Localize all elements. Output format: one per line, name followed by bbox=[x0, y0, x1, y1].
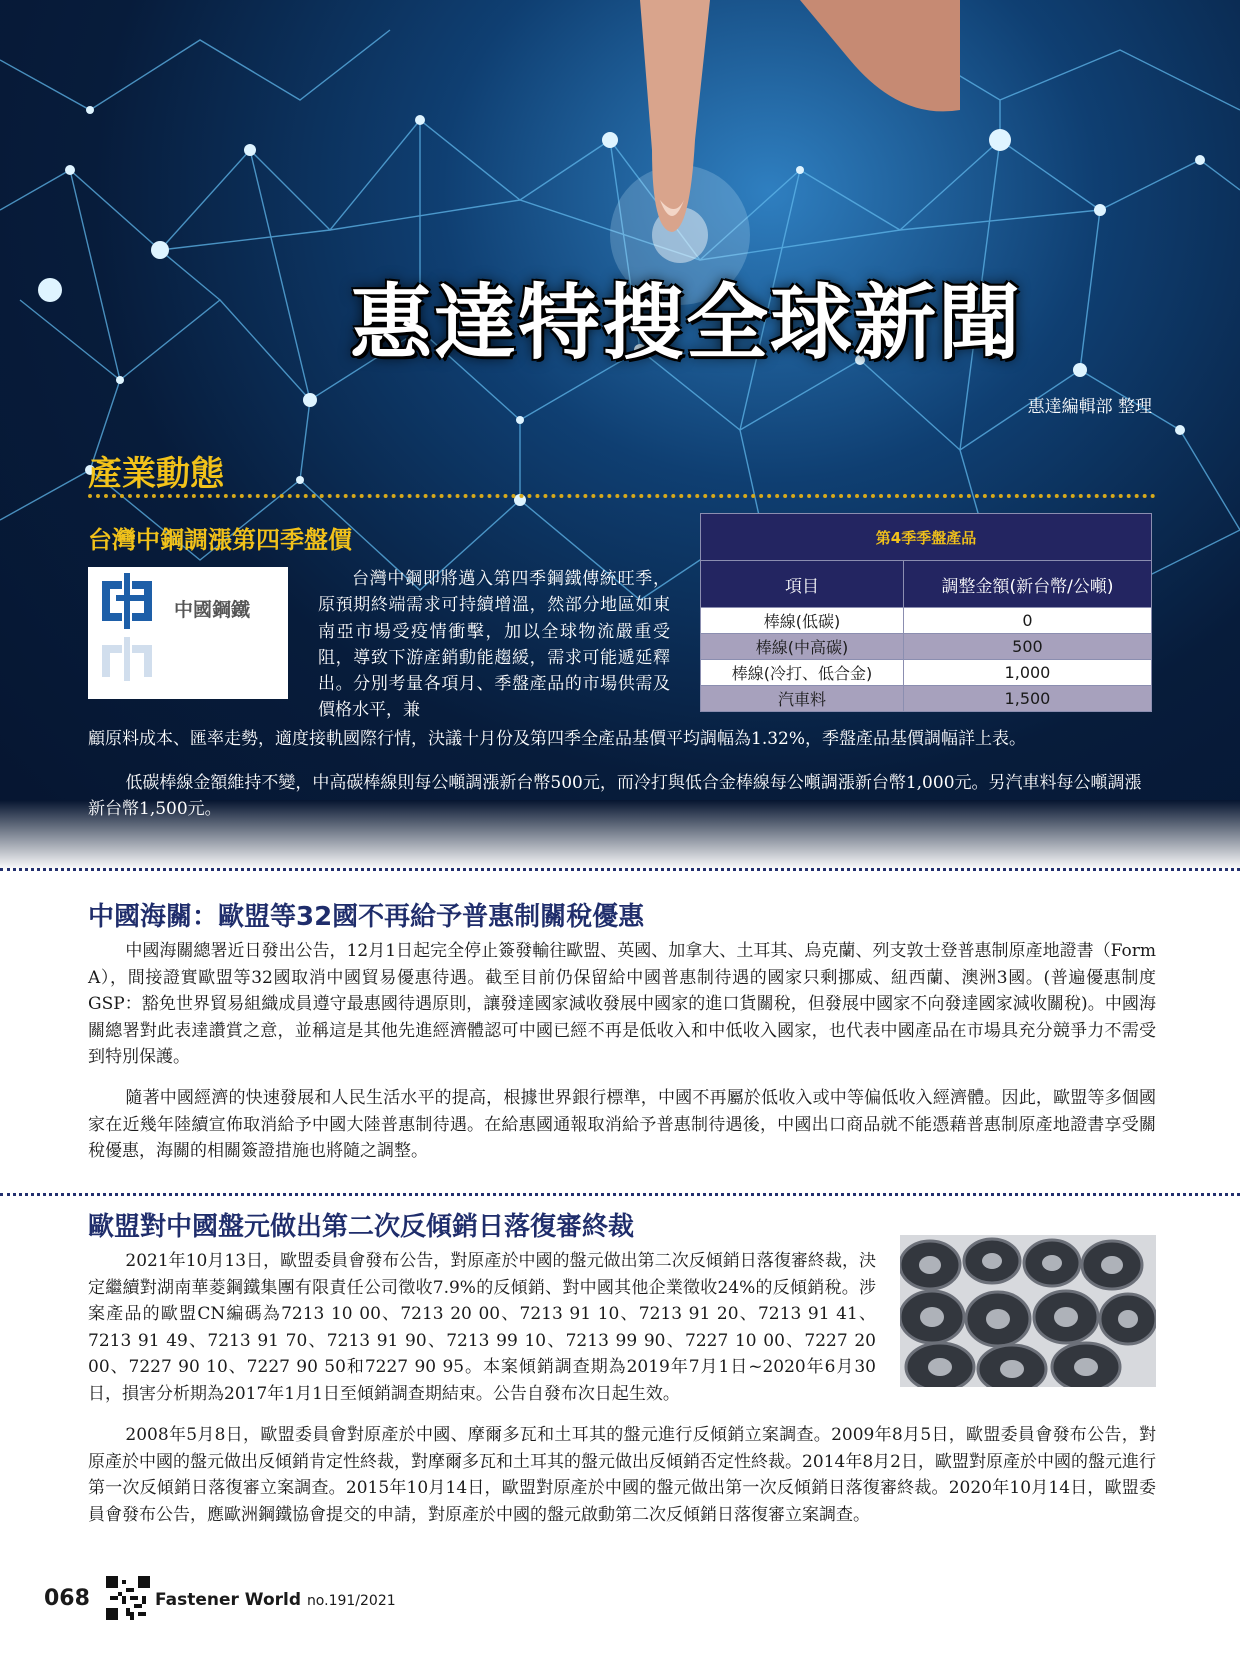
page-number: 068 bbox=[44, 1586, 90, 1611]
article1-paragraph-2: 低碳棒線金額維持不變，中高碳棒線則每公噸調漲新台幣500元，而冷打與低合金棒線每公噸調漲新台幣1,000元。另汽車料每公噸調漲新台幣1,500元。 bbox=[88, 773, 1142, 819]
table-cell-item: 棒線(中高碳) bbox=[701, 634, 904, 660]
qr-code-icon[interactable] bbox=[106, 1576, 150, 1620]
table-caption: 第4季季盤產品 bbox=[701, 514, 1152, 561]
price-table bbox=[700, 513, 1152, 712]
issue-number: no.191/2021 bbox=[306, 1593, 396, 1609]
logo-text: 中國鋼鐵 bbox=[174, 599, 251, 621]
article3-heading: 歐盟對中國盤元做出第二次反傾銷日落復審終裁 bbox=[88, 1212, 635, 1242]
csc-logo bbox=[88, 567, 288, 699]
table-row bbox=[701, 660, 1152, 686]
table-cell-amount: 0 bbox=[903, 608, 1151, 634]
table-row bbox=[701, 686, 1152, 712]
table-cell-amount: 500 bbox=[903, 634, 1151, 660]
csc-logo-icon bbox=[88, 567, 288, 699]
table-cell-item: 棒線(低碳) bbox=[701, 608, 904, 634]
article1-paragraph: 台灣中鋼即將邁入第四季鋼鐵傳統旺季，原預期終端需求可持續增溫，然部分地區如東南亞市場受疫情衝擊，加以全球物流嚴重受阻，導致下游產銷動能趨緩，需求可能遞延釋出。分別考量各項月、季盤產品的市場供需及價格水平，兼 bbox=[318, 569, 670, 721]
table-cell-item: 棒線(冷打、低合金) bbox=[701, 660, 904, 686]
steel-coils-photo bbox=[900, 1235, 1156, 1387]
table-header-amount: 調整金額(新台幣/公噸) bbox=[903, 561, 1151, 608]
magazine-name bbox=[155, 1590, 396, 1610]
section-label: 產業動態 bbox=[88, 454, 224, 494]
article1-heading: 台灣中鋼調漲第四季盤價 bbox=[88, 526, 352, 554]
article1-paragraph-continued: 顧原料成本、匯率走勢，適度接軌國際行情，決議十月份及第四季全產品基價平均調幅為1.32%，季盤產品基價調幅詳上表。 bbox=[88, 729, 1027, 749]
article3-paragraph-1: 2021年10月13日，歐盟委員會發布公告，對原產於中國的盤元做出第二次反傾銷日落復審終裁，決定繼續對湖南華菱鋼鐵集團有限責任公司徵收7.9%的反傾銷、對中國其他企業徵收24%的反傾銷稅。涉案產品的歐盟CN編碼為7213 10 00、7213 20 00、7213 91 10、7213 91 20、7213 91 41、7213 91 49、7213 91 70、7213 91 90、7213 99 10、7213 99 90、7227 10 00、7227 20 00、7227 90 10、7227 90 50和7227 90 95。本案傾銷調查期為2019年7月1日~2020年6月30日，損害分析期為2017年1月1日至傾銷調查期結束。公告自發布次日起生效。 bbox=[88, 1251, 876, 1404]
article2-paragraph-2: 隨著中國經濟的快速發展和人民生活水平的提高，根據世界銀行標準，中國不再屬於低收入或中等偏低收入經濟體。因此，歐盟等多個國家在近幾年陸續宣佈取消給予中國大陸普惠制待遇。在給惠國通報取消給予普惠制待遇後，中國出口商品就不能憑藉普惠制原產地證書享受關稅優惠，海關的相關簽證措施也將隨之調整。 bbox=[88, 1088, 1156, 1161]
article2-paragraph-1: 中國海關總署近日發出公告，12月1日起完全停止簽發輸往歐盟、英國、加拿大、土耳其、烏克蘭、列支敦士登普惠制原產地證書（Form A），間接證實歐盟等32國取消中國貿易優惠待遇。截至目前仍保留給中國普惠制待遇的國家只剩挪威、紐西蘭、澳洲3國。(普遍優惠制度GSP：豁免世界貿易組織成員遵守最惠國待遇原則，讓發達國家減收發展中國家的進口貨關稅，但發展中國家不向發達國家減收關稅)。中國海關總署對此表達讚賞之意，並稱這是其他先進經濟體認可中國已經不再是低收入和中低收入國家，也代表中國產品在市場具充分競爭力不需受到特別保護。 bbox=[88, 941, 1156, 1067]
table-header-item: 項目 bbox=[701, 561, 904, 608]
table-cell-amount: 1,500 bbox=[903, 686, 1151, 712]
dotted-divider bbox=[0, 868, 1240, 871]
article3-paragraph-2: 2008年5月8日，歐盟委員會對原產於中國、摩爾多瓦和土耳其的盤元進行反傾銷立案調查。2009年8月5日，歐盟委員會發布公告，對原產於中國的盤元做出反傾銷肯定性終裁，對摩爾多瓦和土耳其的盤元做出反傾銷否定性終裁。2014年8月2日，歐盟對原產於中國的盤元進行第一次反傾銷日落復審立案調查。2015年10月14日，歐盟對原產於中國的盤元做出第一次反傾銷日落復審終裁。2020年10月14日，歐盟委員會發布公告，應歐洲鋼鐵協會提交的申請，對原產於中國的盤元啟動第二次反傾銷日落復審立案調查。 bbox=[88, 1425, 1156, 1525]
magazine-title: Fastener World bbox=[155, 1590, 302, 1610]
page-title: 惠達特搜全球新聞 bbox=[350, 276, 1023, 371]
editor-credit: 惠達編輯部 整理 bbox=[1027, 397, 1152, 417]
table-row bbox=[701, 608, 1152, 634]
dotted-divider bbox=[0, 1193, 1240, 1196]
table-row bbox=[701, 634, 1152, 660]
dotted-divider bbox=[88, 494, 1156, 498]
table-cell-item: 汽車料 bbox=[701, 686, 904, 712]
table-cell-amount: 1,000 bbox=[903, 660, 1151, 686]
finger-graphic bbox=[600, 0, 960, 250]
article2-heading: 中國海關：歐盟等32國不再給予普惠制關稅優惠 bbox=[88, 902, 645, 932]
